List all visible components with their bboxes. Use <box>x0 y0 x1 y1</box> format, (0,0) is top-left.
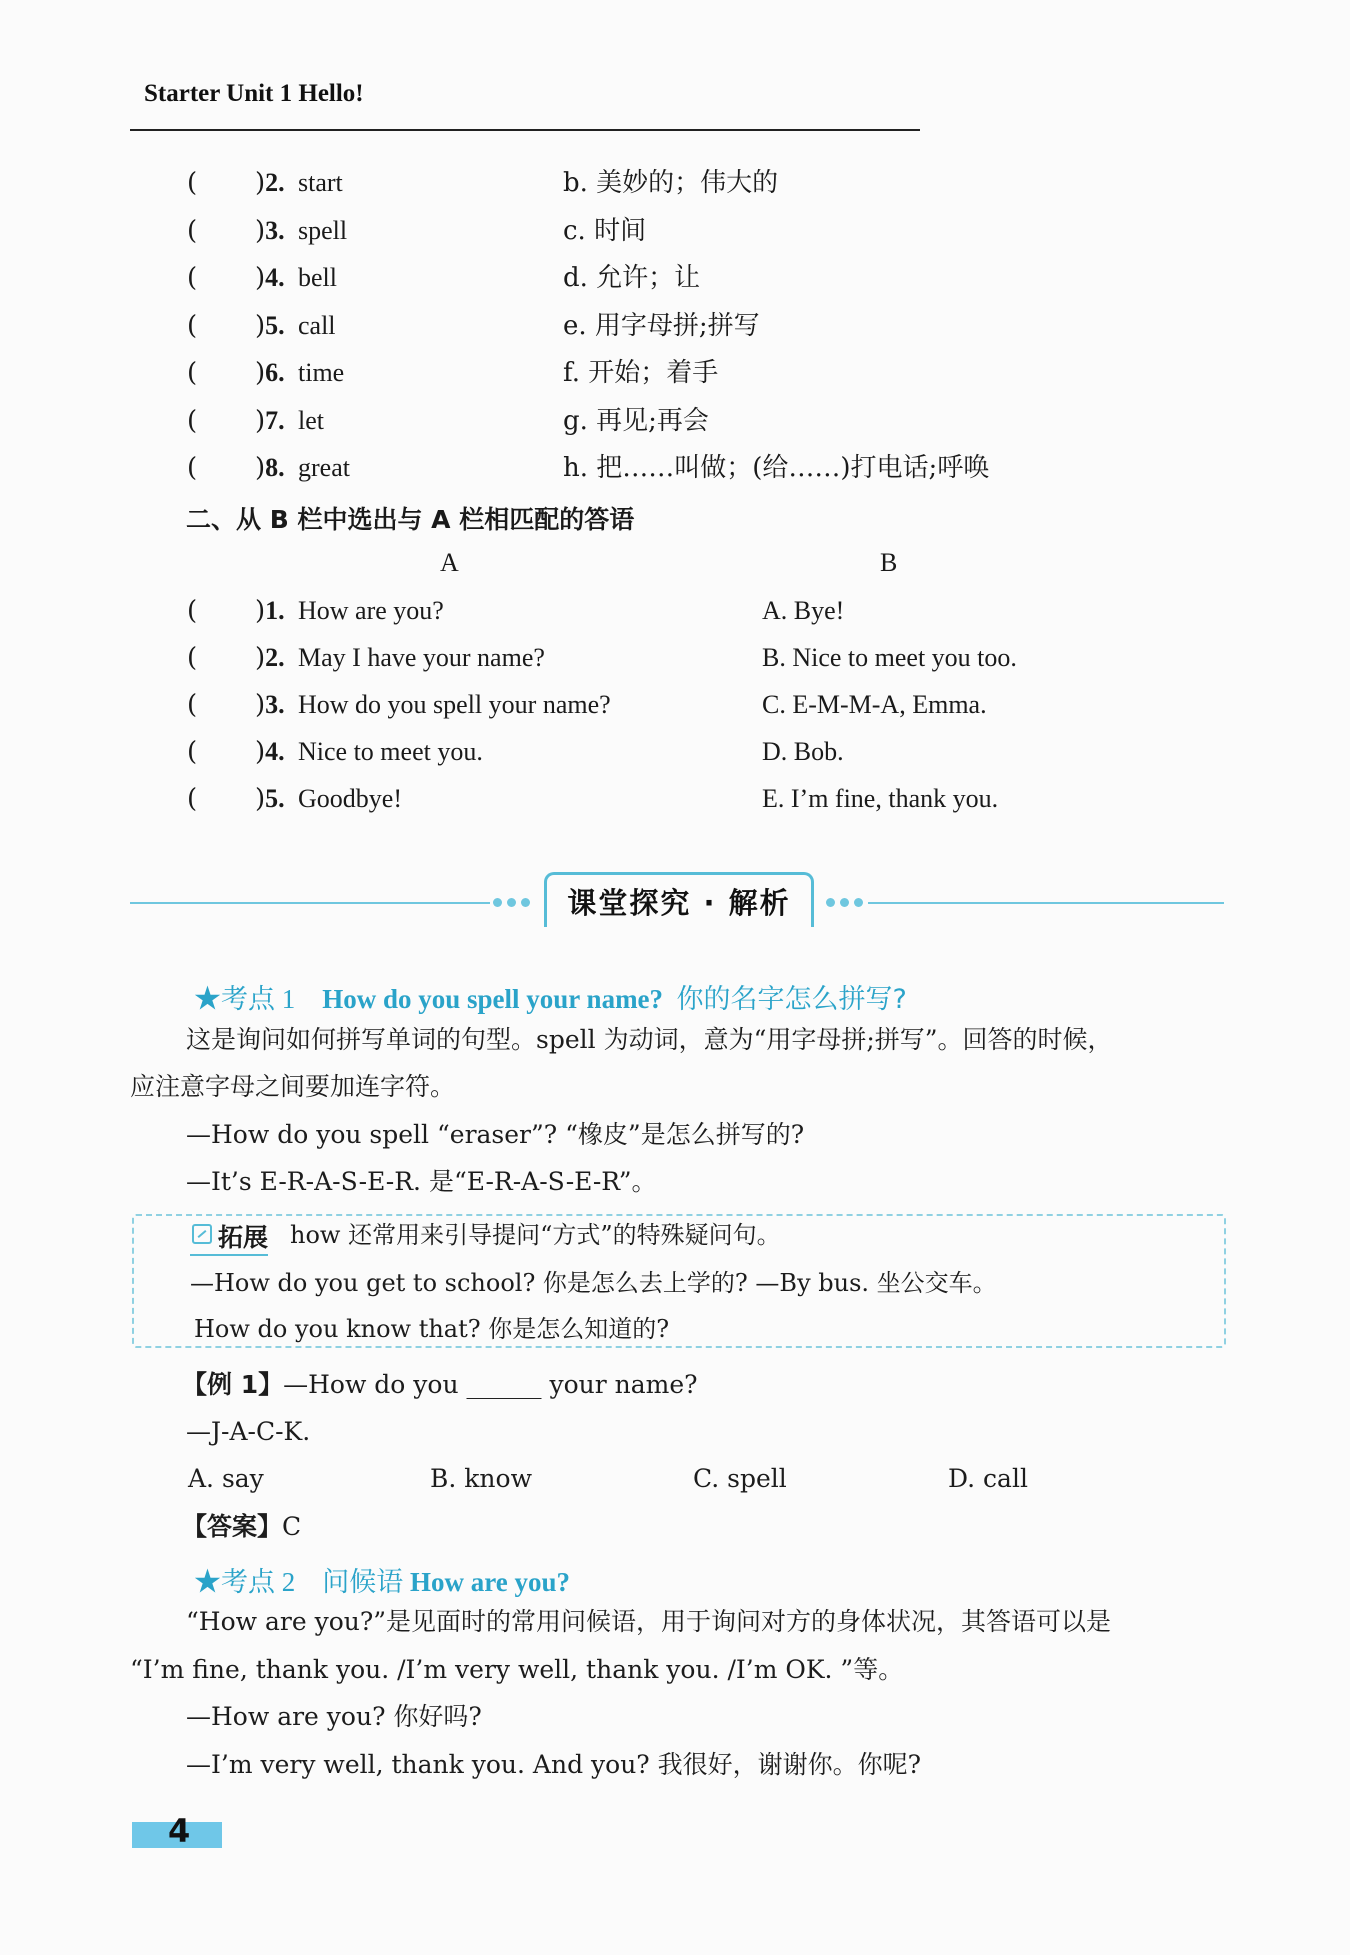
match-row: ( )5. Goodbye! E. I’m fine, thank you. <box>187 784 999 814</box>
key-point-1-title: ★考点 1 How do you spell your name? 你的名字怎么拼写? <box>194 984 907 1015</box>
banner-dot <box>493 898 502 907</box>
header-rule <box>130 129 920 131</box>
vocab-row: ( )2. start b. 美妙的；伟大的 <box>187 168 779 198</box>
answer-option: A. Bye! <box>762 596 845 625</box>
key-point-1-para-line: 应注意字母之间要加连字符。 <box>130 1072 456 1101</box>
vocab-word: time <box>298 358 345 387</box>
question-text: How are you? <box>298 596 444 625</box>
example-option: B. know <box>430 1464 532 1493</box>
vocab-word: start <box>298 168 343 197</box>
expand-line: how 还常用来引导提问“方式”的特殊疑问句。 <box>290 1221 781 1249</box>
key-point-2-dialog: —How are you? 你好吗? <box>186 1702 482 1731</box>
key-point-1-para-line: 这是询问如何拼写单词的句型。spell 为动词，意为“用字母拼;拼写”。回答的时候， <box>186 1025 1113 1054</box>
vocab-word: bell <box>298 263 337 292</box>
example-option: A. say <box>188 1464 264 1493</box>
banner-line-right <box>868 902 1224 904</box>
vocab-meaning: d. 允许；让 <box>563 263 701 293</box>
vocab-row: ( )7. let g. 再见;再会 <box>187 406 709 436</box>
vocab-row: ( )5. call e. 用字母拼;拼写 <box>187 311 760 341</box>
example-option: D. call <box>948 1464 1028 1493</box>
example-1-answer: 【答案】C <box>182 1512 302 1541</box>
match-row: ( )3. How do you spell your name? C. E-M-M-A, Emma. <box>187 690 987 720</box>
question-text: May I have your name? <box>298 643 545 672</box>
section-banner-title: 课堂探究 · 解析 <box>567 885 791 920</box>
key-point-1-dialog: —It’s E-R-A-S-E-R. 是“E-R-A-S-E-R”。 <box>186 1167 657 1196</box>
section-banner <box>544 872 814 927</box>
question-text: How do you spell your name? <box>298 690 611 719</box>
section-two-heading: 二、从 B 栏中选出与 A 栏相匹配的答语 <box>186 505 635 534</box>
vocab-meaning: g. 再见;再会 <box>563 406 709 436</box>
answer-option: C. E-M-M-A, Emma. <box>762 690 987 719</box>
question-text: Nice to meet you. <box>298 737 483 766</box>
vocab-word: call <box>298 311 336 340</box>
key-point-2-title: ★考点 2 问候语 How are you? <box>194 1567 570 1598</box>
vocab-meaning: f. 开始；着手 <box>563 358 719 388</box>
example-1-question: 【例 1】—How do you ______ your name? <box>182 1370 698 1399</box>
vocab-meaning: c. 时间 <box>563 216 647 246</box>
answer-option: E. I’m fine, thank you. <box>762 784 999 813</box>
match-row: ( )2. May I have your name? B. Nice to meet you too. <box>187 643 1017 673</box>
vocab-meaning: e. 用字母拼;拼写 <box>563 311 760 341</box>
column-b-header: B <box>880 548 898 577</box>
question-text: Goodbye! <box>298 784 402 813</box>
answer-option: D. Bob. <box>762 737 844 766</box>
expand-line: —How do you get to school? 你是怎么去上学的? —By bus. 坐公交车。 <box>190 1269 997 1297</box>
vocab-word: let <box>298 406 324 435</box>
key-point-1-dialog: —How do you spell “eraser”? “橡皮”是怎么拼写的? <box>186 1120 805 1149</box>
banner-dot <box>507 898 516 907</box>
page-number: 4 <box>168 1812 191 1850</box>
vocab-row: ( )6. time f. 开始；着手 <box>187 358 719 388</box>
vocab-meaning: h. 把……叫做；(给……)打电话;呼唤 <box>563 453 990 483</box>
banner-dot <box>521 898 530 907</box>
expand-label: 拓展 <box>190 1218 268 1256</box>
match-row: ( )4. Nice to meet you. D. Bob. <box>187 737 844 767</box>
vocab-row: ( )4. bell d. 允许；让 <box>187 263 701 293</box>
example-option: C. spell <box>693 1464 787 1493</box>
expand-line: How do you know that? 你是怎么知道的? <box>194 1315 670 1343</box>
key-point-2-para-line: “I’m fine, thank you. /I’m very well, thank you. /I’m OK. ”等。 <box>130 1655 904 1684</box>
banner-line-left <box>130 902 490 904</box>
banner-dot <box>840 898 849 907</box>
column-a-header: A <box>440 548 459 577</box>
match-row: ( )1. How are you? A. Bye! <box>187 596 845 626</box>
answer-blank: ______ <box>466 1370 542 1399</box>
key-point-2-dialog: —I’m very well, thank you. And you? 我很好，谢谢你。你呢? <box>186 1750 922 1779</box>
banner-dot <box>854 898 863 907</box>
vocab-row: ( )3. spell c. 时间 <box>187 216 647 246</box>
key-point-2-para-line: “How are you?”是见面时的常用问候语，用于询问对方的身体状况，其答语可以是 <box>186 1607 1112 1636</box>
example-1-reply: —J-A-C-K. <box>186 1417 311 1446</box>
unit-header-title: Starter Unit 1 Hello! <box>144 80 364 107</box>
vocab-meaning: b. 美妙的；伟大的 <box>563 168 779 198</box>
answer-option: B. Nice to meet you too. <box>762 643 1017 672</box>
vocab-row: ( )8. great h. 把……叫做；(给……)打电话;呼唤 <box>187 453 990 483</box>
banner-dot <box>826 898 835 907</box>
vocab-word: spell <box>298 216 348 245</box>
vocab-word: great <box>298 453 350 482</box>
